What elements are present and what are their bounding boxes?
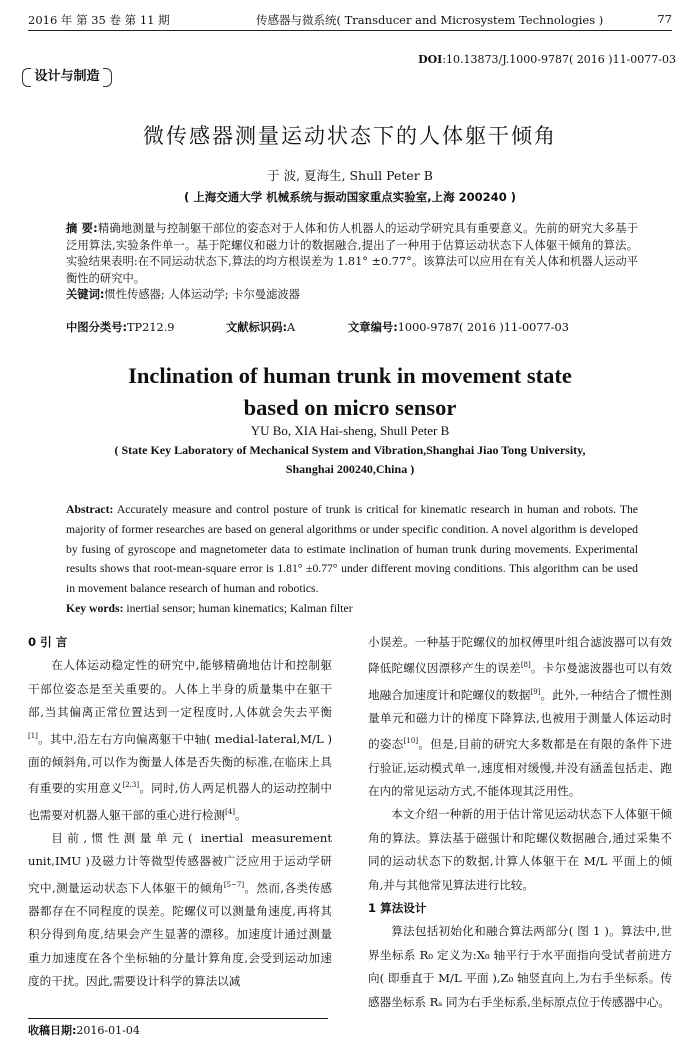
- left-column: [28, 631, 332, 994]
- chinese-authors: 于 波, 夏海生, Shull Peter B: [267, 168, 433, 183]
- paragraph-2: 目前,惯性测量单元( inertial measurement unit,IMU )及磁力计等微型传感器被广泛应用于运动学研究中,测量运动状态下人体躯干的倾角[5~7]。然而,各类传感器都存在不同程度的误差。陀螺仪可以测量角速度,再将其积分得到角度,结果会产生显著的漂移。加速度计通过测量重力加速度在各个坐标轴的分量计算角度,会受到运动加速度的干扰。因此,需要设计科学的算法以减: [28, 830, 333, 989]
- paragraph-2-continued: 小误差。一种基于陀螺仪的加权傅里叶组合滤波器可以有效降低陀螺仪因漂移产生的误差[8]。卡尔曼滤波器也可以有效地融合加速度计和陀螺仪的数据[9]。此外,一种结合了惯性测量单元和磁力计的梯度下降算法,也被用于测量人体运动时的姿态[10]。但是,目前的研究大多数都是在有限的条件下进行验证,运动模式单一,速度相对缓慢,并没有涵盖包括走、跑在内的常见运动方式,不能体现其泛用性。: [368, 635, 672, 799]
- citation: [9]: [530, 687, 541, 696]
- citation: [2,3]: [122, 781, 140, 790]
- section-1-heading: 1 算法设计: [368, 901, 427, 916]
- citation: [10]: [403, 737, 419, 746]
- issue-info: 2016 年 第 35 卷 第 11 期: [28, 13, 170, 27]
- english-authors: YU Bo, XIA Hai-sheng, Shull Peter B: [250, 423, 450, 438]
- chinese-abstract: [66, 221, 638, 304]
- received-date-label: 收稿日期:: [28, 1024, 77, 1037]
- doc-code-label: 文献标识码:: [226, 321, 288, 334]
- english-keywords-text: inertial sensor; human kinematics; Kalman filter: [126, 601, 353, 615]
- doc-code-group: [226, 319, 295, 335]
- footnote-rule: [28, 1018, 328, 1019]
- english-abstract-label: Abstract:: [66, 503, 114, 516]
- citation: [4]: [225, 807, 236, 816]
- citation: [1]: [28, 731, 38, 740]
- paragraph-4: 算法包括初始化和融合算法两部分( 图 1 )。算法中,世界坐标系 R₀ 定义为:X₀ 轴平行于水平面指向受试者前进方向( 即垂直于 M/L 平面 ),Z₀ 轴竖直向上,为右手坐标系。传感器坐标系 Rₛ 同为右手坐标系,坐标原点位于传感器中心。: [368, 924, 672, 1009]
- english-abstract: [66, 500, 638, 619]
- english-affiliation: [80, 441, 620, 479]
- page-number: 77: [657, 12, 672, 26]
- keywords-label: 关键词:: [66, 288, 105, 301]
- column-tag: 设计与制造: [22, 66, 112, 88]
- english-affiliation-line1: ( State Key Laboratory of Mechanical System and Vibration,Shanghai Jiao Tong University,: [114, 443, 586, 457]
- english-affiliation-line2: Shanghai 200240,China ): [285, 462, 415, 476]
- doi-label: DOI: [418, 53, 443, 66]
- clc-value: TP212.9: [127, 321, 175, 334]
- received-date-value: 2016-01-04: [76, 1024, 140, 1037]
- citation: [8]: [520, 661, 531, 670]
- received-date: [28, 1022, 140, 1038]
- article-no-group: [348, 319, 569, 335]
- abstract-label: 摘 要:: [66, 222, 98, 235]
- article-no-label: 文章编号:: [348, 321, 398, 334]
- citation: [5~7]: [223, 880, 245, 889]
- right-column: [368, 631, 672, 1014]
- chinese-title: 微传感器测量运动状态下的人体躯干倾角: [143, 124, 557, 148]
- paragraph-3: 本文介绍一种新的用于估计常见运动状态下人体躯干倾角的算法。算法基于磁强计和陀螺仪数据融合,通过采集不同的运动状态下的数据,计算人体躯干在 M/L 平面上的倾角,并与其他常见算法进行比较。: [368, 807, 672, 892]
- doc-code-value: A: [287, 321, 296, 334]
- english-keywords-label: Key words:: [66, 601, 124, 615]
- english-abstract-text: Accurately measure and control posture of trunk is critical for kinematic research in human and robots. The majority of former researches are based on general algorithms or under specific condition. A novel algorithm is developed by fusing of gyroscope and magnetometer data to estimate inclination of human trunk during movements. Experimental results shows that root-mean-square error is 1.81° ±0.77° under different moving conditions. This algorithm can be used in movement balance research of human and robotics.: [66, 503, 638, 596]
- english-title-line2: based on micro sensor: [243, 395, 457, 420]
- section-0-heading: 0 引 言: [28, 635, 68, 649]
- abstract-text: 精确地测量与控制躯干部位的姿态对于人体和仿人机器人的运动学研究具有重要意义。先前的研究大多基于泛用算法,实验条件单一。基于陀螺仪和磁力计的数据融合,提出了一种用于估算运动状态下人体躯干倾角的算法。实验结果表明:在不同运动状态下,算法的均方根误差为 1.81° ±0.77°。该算法可以应用在有关人体和机器人运动平衡性的研究中。: [66, 222, 638, 285]
- clc-group: [66, 319, 175, 335]
- english-title-line1: Inclination of human trunk in movement state: [128, 363, 572, 388]
- chinese-affiliation: ( 上海交通大学 机械系统与振动国家重点实验室,上海 200240 ): [184, 190, 516, 204]
- article-no-value: 1000-9787( 2016 )11-0077-03: [397, 321, 569, 334]
- clc-label: 中图分类号:: [66, 321, 128, 334]
- paragraph-1: 在人体运动稳定性的研究中,能够精确地估计和控制躯干部位姿态是至关重要的。人体上半身的质量集中在躯干部,当其偏离正常位置达到一定程度时,人体就会失去平衡[1]。其中,沿左右方向偏离躯干中轴( medial-lateral,M/L )面的倾斜角,可以作为衡量人体是否失衡的标准,在临床上具有重要的实用意义[2,3]。同时,仿人两足机器人的运动控制中也需要对机器人躯干部的重心进行检测[4]。: [28, 658, 332, 822]
- doi: [418, 53, 676, 66]
- keywords-text: 惯性传感器; 人体运动学; 卡尔曼滤波器: [104, 288, 300, 301]
- journal-name: 传感器与微系统( Transducer and Microsystem Technologies ): [256, 13, 604, 27]
- running-header: [28, 12, 672, 31]
- doi-value: :10.13873/J.1000-9787( 2016 )11-0077-03: [442, 53, 676, 66]
- english-title: [0, 360, 700, 424]
